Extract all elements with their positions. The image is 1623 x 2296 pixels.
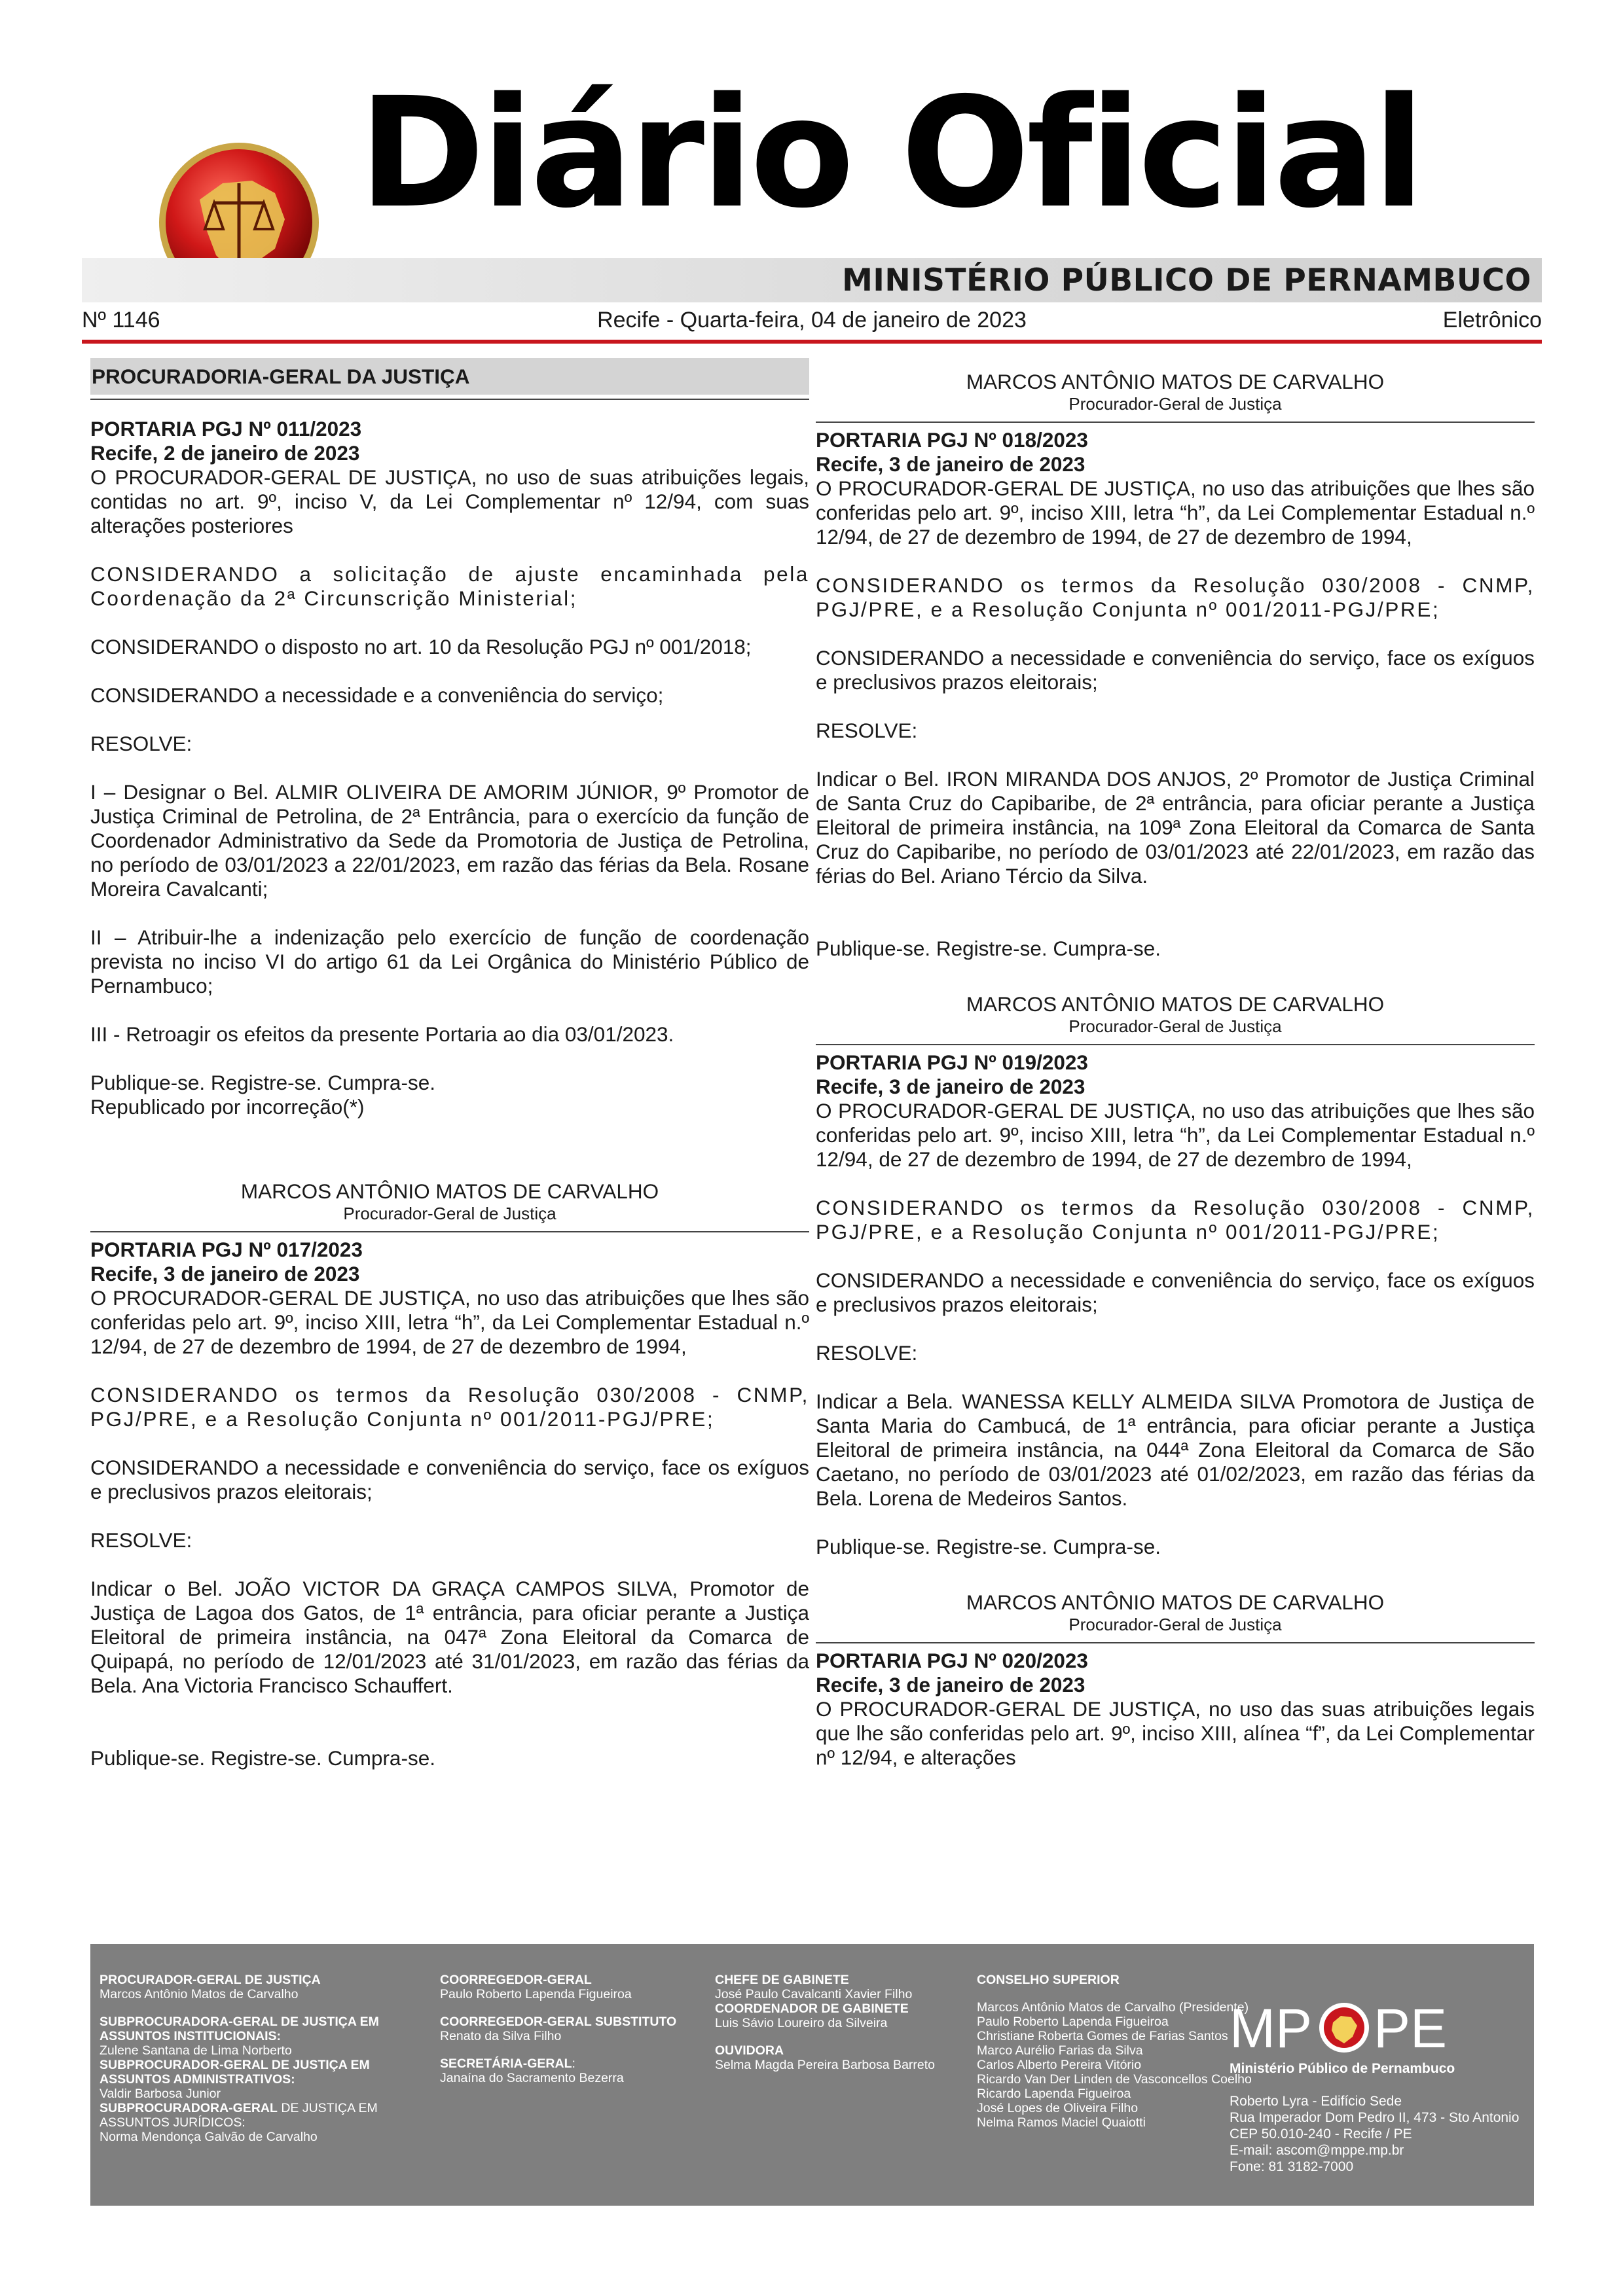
considerando: CONSIDERANDO os termos da Resolução 030/2008 - CNMP, PGJ/PRE, e a Resolução Conjunta nº 001/2011-PGJ/PRE; bbox=[90, 1383, 809, 1431]
footer-value: Selma Magda Pereira Barbosa Barreto bbox=[715, 2058, 936, 2072]
footer-heading bbox=[100, 2101, 401, 2130]
masthead bbox=[0, 0, 1623, 308]
issue-number: Nº 1146 bbox=[82, 308, 160, 332]
mppe-logo-mp: MP bbox=[1230, 1998, 1312, 2059]
conselho-member: Marcos Antônio Matos de Carvalho (Presidente) bbox=[977, 2000, 1249, 2015]
considerando: CONSIDERANDO a necessidade e a conveniência do serviço; bbox=[90, 683, 664, 707]
address-line: CEP 50.010-240 - Recife / PE bbox=[1230, 2126, 1412, 2142]
portaria-intro: O PROCURADOR-GERAL DE JUSTIÇA, no uso das atribuições que lhes são conferidas pelo art. 9º, inciso XIII, letra “h”, da Lei Complementar Estadual n.º 12/94, de 27 de dezembro de 1994, de 27 de dezembro de 1994, bbox=[816, 476, 1535, 548]
footer-heading bbox=[440, 2056, 695, 2071]
signature-block bbox=[816, 370, 1535, 414]
signature-block bbox=[90, 1179, 809, 1223]
footer-heading: SUBPROCURADOR-GERAL DE JUSTIÇA EM ASSUNTOS ADMINISTRATIVOS: bbox=[100, 2058, 370, 2087]
footer-value: Renato da Silva Filho bbox=[440, 2029, 562, 2043]
conselho-member: Ricardo Van Der Linden de Vasconcellos Coelho bbox=[977, 2072, 1252, 2087]
considerando: CONSIDERANDO os termos da Resolução 030/2008 - CNMP, PGJ/PRE, e a Resolução Conjunta nº 001/2011-PGJ/PRE; bbox=[816, 573, 1535, 621]
publique-line: Publique-se. Registre-se. Cumpra-se. bbox=[90, 1071, 435, 1094]
portaria-intro: O PROCURADOR-GERAL DE JUSTIÇA, no uso das atribuições que lhes são conferidas pelo art. 9º, inciso XIII, letra “h”, da Lei Complementar Estadual n.º 12/94, de 27 de dezembro de 1994, de 27 de dezembro de 1994, bbox=[816, 1099, 1535, 1171]
mppe-logo-pe: PE bbox=[1374, 1998, 1448, 2059]
footer-heading: CHEFE DE GABINETE bbox=[715, 1973, 849, 1987]
signatory-role: Procurador-Geral de Justiça bbox=[1068, 1016, 1282, 1036]
mppe-logo bbox=[1230, 1990, 1465, 2062]
portaria-body: Indicar a Bela. WANESSA KELLY ALMEIDA SILVA Promotora de Justiça de Santa Maria do Cambucá, de 1ª entrância, para oficiar perante a Justiça Eleitoral de primeira instância, na 044ª Zona Eleitoral da Comarca de São Caetano, no período de 03/01/2023 até 01/02/2023, em razão das férias da Bela. Lorena de Medeiros Santos. bbox=[816, 1390, 1535, 1510]
footer-heading-rest: DE JUSTIÇA EM ASSUNTOS JURÍDICOS: bbox=[100, 2101, 378, 2130]
footer-value: Zulene Santana de Lima Norberto bbox=[100, 2043, 292, 2058]
considerando: CONSIDERANDO a necessidade e conveniência do serviço, face os exíguos e preclusivos prazos eleitorais; bbox=[816, 646, 1535, 694]
conselho-member: José Lopes de Oliveira Filho bbox=[977, 2101, 1139, 2115]
footer-value: Luis Sávio Loureiro da Silveira bbox=[715, 2016, 888, 2030]
signature-block bbox=[816, 992, 1535, 1036]
signatory-name: MARCOS ANTÔNIO MATOS DE CARVALHO bbox=[240, 1179, 659, 1203]
portaria-title: PORTARIA PGJ Nº 018/2023 bbox=[816, 428, 1088, 452]
resolve-label: RESOLVE: bbox=[90, 732, 192, 755]
considerando: CONSIDERANDO o disposto no art. 10 da Resolução PGJ nº 001/2018; bbox=[90, 635, 752, 658]
conselho-member: Marco Aurélio Farias da Silva bbox=[977, 2043, 1143, 2058]
portaria-017 bbox=[90, 1238, 809, 1770]
issue-divider bbox=[82, 340, 1542, 344]
footer-conselho-column bbox=[977, 1973, 1252, 2130]
ministry-name: MINISTÉRIO PÚBLICO DE PERNAMBUCO bbox=[842, 262, 1531, 298]
footer-value: Paulo Roberto Lapenda Figueiroa bbox=[440, 1987, 632, 2001]
considerando: CONSIDERANDO os termos da Resolução 030/2008 - CNMP, PGJ/PRE, e a Resolução Conjunta nº 001/2011-PGJ/PRE; bbox=[816, 1196, 1535, 1244]
considerando: CONSIDERANDO a solicitação de ajuste encaminhada pela Coordenação da 2ª Circunscrição Ministerial; bbox=[90, 562, 809, 610]
considerando: CONSIDERANDO a necessidade e conveniência do serviço, face os exíguos e preclusivos prazos eleitorais; bbox=[816, 1268, 1535, 1316]
republicado-note: Republicado por incorreção(*) bbox=[90, 1095, 365, 1119]
portaria-intro: O PROCURADOR-GERAL DE JUSTIÇA, no uso das suas atribuições legais que lhe são conferidas pelo art. 9º, inciso XIII, alínea “f”, da Lei Complementar nº 12/94, e alterações bbox=[816, 1697, 1535, 1769]
portaria-019 bbox=[816, 1050, 1535, 1559]
issue-edition: Eletrônico bbox=[1442, 308, 1542, 332]
portaria-divider bbox=[816, 422, 1535, 423]
conselho-member: Carlos Alberto Pereira Vitório bbox=[977, 2058, 1142, 2072]
footer-heading-colon: : bbox=[572, 2056, 575, 2071]
footer-value: Norma Mendonça Galvão de Carvalho bbox=[100, 2130, 318, 2144]
signatory-name: MARCOS ANTÔNIO MATOS DE CARVALHO bbox=[966, 992, 1385, 1016]
footer-heading: COORREGEDOR-GERAL SUBSTITUTO bbox=[440, 2015, 677, 2029]
footer-value: Marcos Antônio Matos de Carvalho bbox=[100, 1987, 299, 2001]
portaria-date: Recife, 3 de janeiro de 2023 bbox=[816, 1673, 1085, 1696]
portaria-intro: O PROCURADOR-GERAL DE JUSTIÇA, no uso das atribuições que lhes são conferidas pelo art. 9º, inciso XIII, letra “h”, da Lei Complementar Estadual n.º 12/94, de 27 de dezembro de 1994, de 27 de dezembro de 1994, bbox=[90, 1286, 809, 1358]
publique-line: Publique-se. Registre-se. Cumpra-se. bbox=[90, 1746, 435, 1770]
footer-leadership-column bbox=[100, 1973, 401, 2144]
signatory-name: MARCOS ANTÔNIO MATOS DE CARVALHO bbox=[966, 370, 1385, 393]
mppe-subtitle: Ministério Público de Pernambuco bbox=[1230, 2061, 1455, 2076]
conselho-member: Christiane Roberta Gomes de Farias Santos bbox=[977, 2029, 1228, 2043]
resolution-item: II – Atribuir-lhe a indenização pelo exercício de função de coordenação prevista no inciso VI do artigo 61 da Lei Orgânica do Ministério Público de Pernambuco; bbox=[90, 925, 809, 997]
signatory-name: MARCOS ANTÔNIO MATOS DE CARVALHO bbox=[966, 1590, 1385, 1614]
footer-corregedoria-column bbox=[440, 1973, 695, 2085]
resolution-item: I – Designar o Bel. ALMIR OLIVEIRA DE AMORIM JÚNIOR, 9º Promotor de Justiça Criminal de Petrolina, de 2ª Entrância, para o exercício da função de Coordenador Administrativo da Sede da Promotoria de Justiça de Petrolina, no período de 03/01/2023 a 22/01/2023, em razão das férias da Bela. Rosane Moreira Cavalcanti; bbox=[90, 780, 809, 901]
portaria-title: PORTARIA PGJ Nº 019/2023 bbox=[816, 1050, 1088, 1074]
portaria-020 bbox=[816, 1649, 1535, 1770]
portaria-date: Recife, 3 de janeiro de 2023 bbox=[816, 452, 1085, 476]
masthead-title: Diário Oficial bbox=[359, 65, 1422, 242]
considerando: CONSIDERANDO a necessidade e conveniência do serviço, face os exíguos e preclusivos prazos eleitorais; bbox=[90, 1456, 809, 1503]
portaria-title: PORTARIA PGJ Nº 011/2023 bbox=[90, 417, 362, 440]
conselho-member: Paulo Roberto Lapenda Figueiroa bbox=[977, 2015, 1169, 2029]
resolution-item: III - Retroagir os efeitos da presente Portaria ao dia 03/01/2023. bbox=[90, 1022, 674, 1046]
footer-heading-bold: SECRETÁRIA-GERAL bbox=[440, 2056, 572, 2071]
resolve-label: RESOLVE: bbox=[816, 719, 918, 742]
footer bbox=[90, 1944, 1534, 2206]
portaria-date: Recife, 2 de janeiro de 2023 bbox=[90, 441, 360, 465]
signatory-role: Procurador-Geral de Justiça bbox=[343, 1204, 556, 1223]
conselho-member: Ricardo Lapenda Figueiroa bbox=[977, 2087, 1131, 2101]
portaria-title: PORTARIA PGJ Nº 020/2023 bbox=[816, 1649, 1088, 1672]
footer-value: José Paulo Cavalcanti Xavier Filho bbox=[715, 1987, 913, 2001]
footer-heading: SUBPROCURADORA-GERAL DE JUSTIÇA EM ASSUNTOS INSTITUCIONAIS: bbox=[100, 2015, 379, 2043]
footer-value: Valdir Barbosa Junior bbox=[100, 2087, 221, 2101]
signature-block bbox=[816, 1590, 1535, 1634]
portaria-date: Recife, 3 de janeiro de 2023 bbox=[816, 1075, 1085, 1098]
left-column bbox=[90, 357, 809, 1770]
portaria-body: Indicar o Bel. IRON MIRANDA DOS ANJOS, 2º Promotor de Justiça Criminal de Santa Cruz do Capibaribe, de 2ª entrância, para oficiar perante a Justiça Eleitoral de primeira instância, na 109ª Zona Eleitoral da Comarca de Santa Cruz do Capibaribe, no período de 03/01/2023 até 22/01/2023, em razão das férias do Bel. Ariano Tércio da Silva. bbox=[816, 767, 1535, 888]
footer-value: Janaína do Sacramento Bezerra bbox=[440, 2071, 624, 2085]
portaria-divider bbox=[816, 1642, 1535, 1643]
footer-heading: COORDENADOR DE GABINETE bbox=[715, 2001, 909, 2016]
resolve-label: RESOLVE: bbox=[816, 1341, 918, 1365]
portaria-divider bbox=[816, 1044, 1535, 1045]
right-column bbox=[816, 357, 1535, 1770]
publique-line: Publique-se. Registre-se. Cumpra-se. bbox=[816, 937, 1161, 960]
footer-heading: PROCURADOR-GERAL DE JUSTIÇA bbox=[100, 1973, 321, 1987]
portaria-intro: O PROCURADOR-GERAL DE JUSTIÇA, no uso de suas atribuições legais, contidas no art. 9º, inciso V, da Lei Complementar nº 12/94, com suas alterações posteriores bbox=[90, 465, 809, 537]
footer-gabinete-column bbox=[715, 1973, 977, 2072]
signatory-role: Procurador-Geral de Justiça bbox=[1068, 394, 1282, 414]
conselho-member: Nelma Ramos Maciel Quaiotti bbox=[977, 2115, 1146, 2130]
portaria-body: Indicar o Bel. JOÃO VICTOR DA GRAÇA CAMPOS SILVA, Promotor de Justiça de Lagoa dos Gatos, de 1ª entrância, para oficiar perante a Justiça Eleitoral de primeira instância, na 047ª Zona Eleitoral da Comarca de Quipapá, no período de 12/01/2023 até 31/01/2023, em razão das férias da Bela. Ana Victoria Francisco Schauffert. bbox=[90, 1577, 809, 1697]
address-line: Rua Imperador Dom Pedro II, 473 - Sto Antonio bbox=[1230, 2110, 1520, 2125]
address-line: Fone: 81 3182-7000 bbox=[1230, 2159, 1354, 2174]
footer-heading-bold: SUBPROCURADORA-GERAL bbox=[100, 2101, 278, 2115]
footer-heading: OUVIDORA bbox=[715, 2043, 784, 2058]
portaria-date: Recife, 3 de janeiro de 2023 bbox=[90, 1262, 360, 1285]
resolve-label: RESOLVE: bbox=[90, 1528, 192, 1552]
issue-place-date: Recife - Quarta-feira, 04 de janeiro de 2023 bbox=[597, 308, 1027, 332]
portaria-011 bbox=[90, 417, 809, 1119]
signatory-role: Procurador-Geral de Justiça bbox=[1068, 1615, 1282, 1634]
portaria-divider bbox=[90, 1231, 809, 1232]
footer-heading: CONSELHO SUPERIOR bbox=[977, 1973, 1120, 1987]
issue-bar bbox=[82, 308, 1542, 340]
footer-heading: COORREGEDOR-GERAL bbox=[440, 1973, 592, 1987]
address-line: E-mail: ascom@mppe.mp.br bbox=[1230, 2143, 1404, 2158]
address-line: Roberto Lyra - Edifício Sede bbox=[1230, 2094, 1402, 2109]
portaria-title: PORTARIA PGJ Nº 017/2023 bbox=[90, 1238, 363, 1261]
section-heading: PROCURADORIA-GERAL DA JUSTIÇA bbox=[90, 358, 809, 395]
mppe-address bbox=[1230, 2093, 1519, 2175]
portaria-018 bbox=[816, 428, 1535, 961]
publique-line: Publique-se. Registre-se. Cumpra-se. bbox=[816, 1535, 1161, 1558]
